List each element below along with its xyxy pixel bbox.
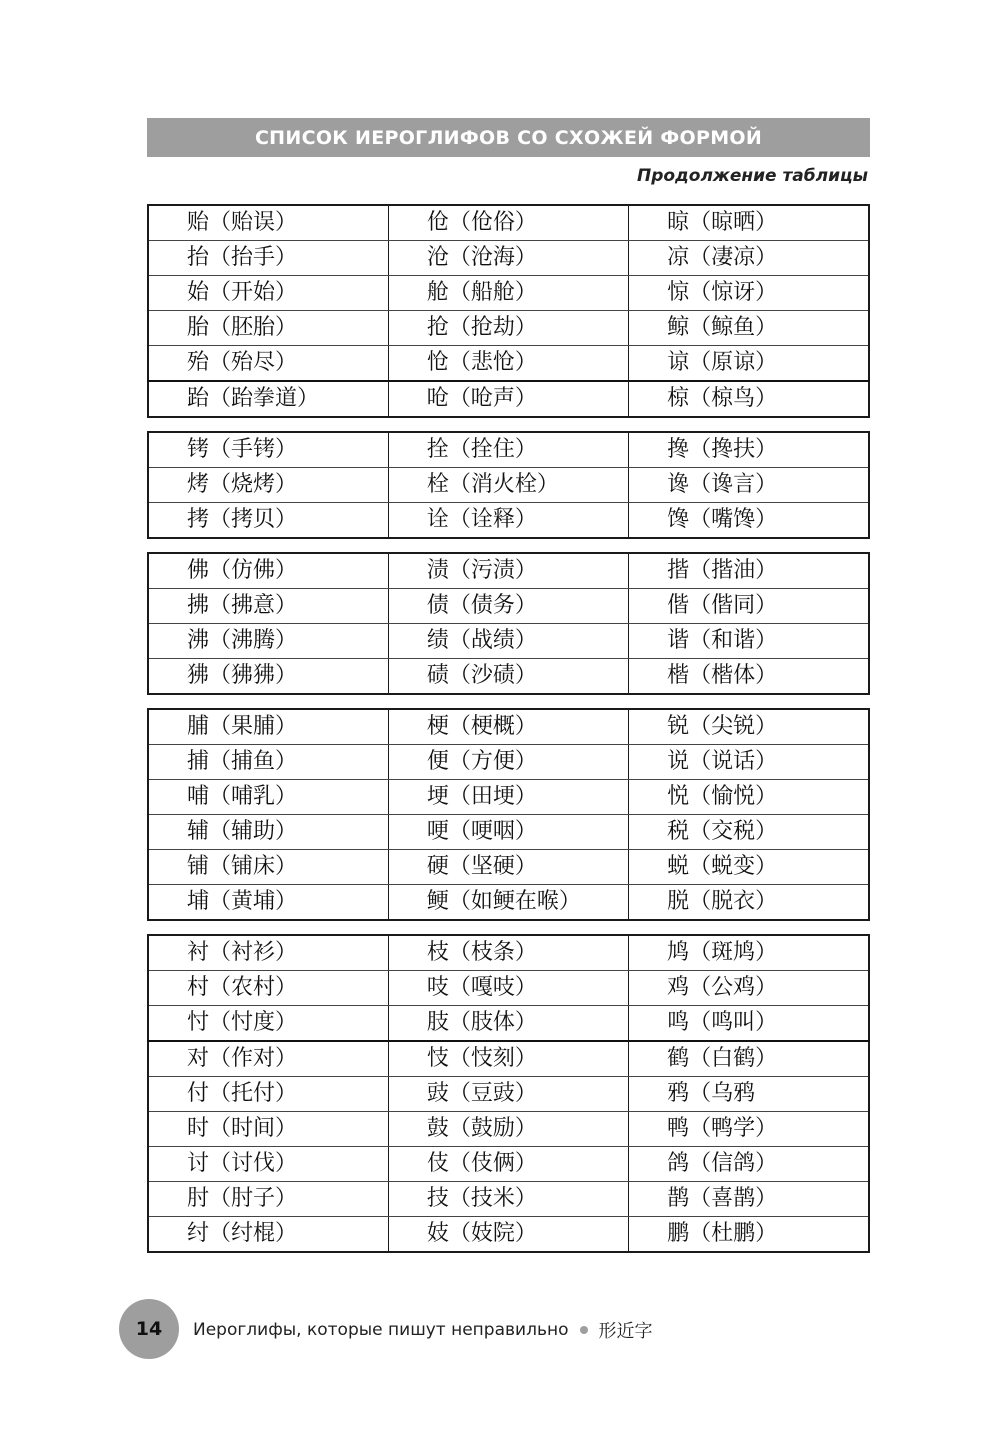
table-cell: 埂（田埂） xyxy=(388,780,628,815)
table-cell: 便（方便） xyxy=(388,745,628,780)
table-cell: 凉（凄凉） xyxy=(629,241,869,276)
table-cell: 鹤（白鹤） xyxy=(629,1041,869,1077)
table-row xyxy=(148,745,869,780)
table-cell: 揩（揩油） xyxy=(629,553,869,589)
footer-hanzi: 形近字 xyxy=(598,1321,653,1342)
page-number-badge xyxy=(119,1299,179,1359)
character-table xyxy=(147,204,870,1266)
table-cell: 沧（沧海） xyxy=(388,241,628,276)
table-cell: 伎（伎俩） xyxy=(388,1147,628,1182)
table-cell: 拷（拷贝） xyxy=(148,503,388,539)
table-cell: 鸦（乌鸦 xyxy=(629,1077,869,1112)
table-cell: 对（作对） xyxy=(148,1041,388,1077)
running-footer xyxy=(193,1317,652,1343)
table-cell: 惊（惊讶） xyxy=(629,276,869,311)
bullet-icon xyxy=(580,1326,588,1334)
table-row xyxy=(148,589,869,624)
table-cell: 梗（梗概） xyxy=(388,709,628,745)
table-cell: 鹊（喜鹊） xyxy=(629,1182,869,1217)
section-title: СПИСОК ИЕРОГЛИФОВ СО СХОЖЕЙ ФОРМОЙ xyxy=(254,126,763,149)
table-cell: 抢（抢劫） xyxy=(388,311,628,346)
table-cell: 偕（偕同） xyxy=(629,589,869,624)
table-continuation-note: Продолжение таблицы xyxy=(636,166,868,186)
table-group xyxy=(147,934,870,1253)
table-row xyxy=(148,276,869,311)
table-cell: 哺（哺乳） xyxy=(148,780,388,815)
table-cell: 呛（呛声） xyxy=(388,381,628,417)
table-row xyxy=(148,1147,869,1182)
table-cell: 吱（嘎吱） xyxy=(388,971,628,1006)
table-cell: 渍（污渍） xyxy=(388,553,628,589)
table-row xyxy=(148,1077,869,1112)
table-cell: 怆（悲怆） xyxy=(388,346,628,382)
table-cell: 锐（尖锐） xyxy=(629,709,869,745)
table-cell: 鸡（公鸡） xyxy=(629,971,869,1006)
table-cell: 辅（辅助） xyxy=(148,815,388,850)
table-cell: 付（托付） xyxy=(148,1077,388,1112)
table-cell: 馋（嘴馋） xyxy=(629,503,869,539)
table-row xyxy=(148,311,869,346)
table-cell: 鼓（鼓励） xyxy=(388,1112,628,1147)
table-cell: 悦（愉悦） xyxy=(629,780,869,815)
table-cell: 碛（沙碛） xyxy=(388,659,628,695)
table-cell: 脱（脱衣） xyxy=(629,885,869,921)
table-row xyxy=(148,709,869,745)
table-cell: 讨（讨伐） xyxy=(148,1147,388,1182)
table-cell: 佛（仿佛） xyxy=(148,553,388,589)
table-cell: 狒（狒狒） xyxy=(148,659,388,695)
table-row xyxy=(148,659,869,695)
table-cell: 税（交税） xyxy=(629,815,869,850)
table-cell: 伧（伧俗） xyxy=(388,205,628,241)
page-number: 14 xyxy=(135,1318,163,1340)
footer-title: Иероглифы, которые пишут неправильно xyxy=(193,1320,569,1340)
table-cell: 鸠（斑鸠） xyxy=(629,935,869,971)
table-row xyxy=(148,971,869,1006)
table-cell: 脯（果脯） xyxy=(148,709,388,745)
table-cell: 谗（谗言） xyxy=(629,468,869,503)
table-cell: 谅（原谅） xyxy=(629,346,869,382)
table-row xyxy=(148,503,869,539)
table-cell: 枝（枝条） xyxy=(388,935,628,971)
table-cell: 债（债务） xyxy=(388,589,628,624)
table-cell: 贻（贻误） xyxy=(148,205,388,241)
table-cell: 诠（诠释） xyxy=(388,503,628,539)
table-cell: 胎（胚胎） xyxy=(148,311,388,346)
table-cell: 谐（和谐） xyxy=(629,624,869,659)
table-row xyxy=(148,432,869,468)
table-cell: 椋（椋鸟） xyxy=(629,381,869,417)
table-cell: 绩（战绩） xyxy=(388,624,628,659)
table-row xyxy=(148,346,869,382)
table-row xyxy=(148,1006,869,1042)
table-cell: 鲸（鲸鱼） xyxy=(629,311,869,346)
table-row xyxy=(148,935,869,971)
table-cell: 哽（哽咽） xyxy=(388,815,628,850)
table-cell: 硬（坚硬） xyxy=(388,850,628,885)
table-cell: 铺（铺床） xyxy=(148,850,388,885)
table-row xyxy=(148,468,869,503)
table-cell: 舱（船舱） xyxy=(388,276,628,311)
table-group xyxy=(147,708,870,921)
table-cell: 晾（晾晒） xyxy=(629,205,869,241)
table-cell: 纣（纣棍） xyxy=(148,1217,388,1253)
table-cell: 铐（手铐） xyxy=(148,432,388,468)
table-row xyxy=(148,1217,869,1253)
table-cell: 始（开始） xyxy=(148,276,388,311)
table-row xyxy=(148,1112,869,1147)
table-row xyxy=(148,1041,869,1077)
table-cell: 沸（沸腾） xyxy=(148,624,388,659)
table-cell: 拴（拴住） xyxy=(388,432,628,468)
table-row xyxy=(148,815,869,850)
table-cell: 说（说话） xyxy=(629,745,869,780)
table-cell: 技（技米） xyxy=(388,1182,628,1217)
table-cell: 拂（拂意） xyxy=(148,589,388,624)
table-group xyxy=(147,431,870,539)
table-row xyxy=(148,241,869,276)
table-cell: 抬（抬手） xyxy=(148,241,388,276)
table-cell: 妓（妓院） xyxy=(388,1217,628,1253)
table-row xyxy=(148,205,869,241)
table-cell: 肘（肘子） xyxy=(148,1182,388,1217)
table-group xyxy=(147,204,870,418)
table-cell: 捕（捕鱼） xyxy=(148,745,388,780)
table-cell: 鸽（信鸽） xyxy=(629,1147,869,1182)
section-header xyxy=(147,118,870,157)
table-cell: 埔（黄埔） xyxy=(148,885,388,921)
table-row xyxy=(148,780,869,815)
table-cell: 楷（楷体） xyxy=(629,659,869,695)
table-cell: 鲠（如鲠在喉） xyxy=(388,885,628,921)
table-cell: 衬（衬衫） xyxy=(148,935,388,971)
table-cell: 蜕（蜕变） xyxy=(629,850,869,885)
table-row xyxy=(148,553,869,589)
table-cell: 栓（消火栓） xyxy=(388,468,628,503)
table-cell: 豉（豆豉） xyxy=(388,1077,628,1112)
table-cell: 时（时间） xyxy=(148,1112,388,1147)
table-row xyxy=(148,1182,869,1217)
table-cell: 鸭（鸭学） xyxy=(629,1112,869,1147)
table-cell: 肢（肢体） xyxy=(388,1006,628,1042)
table-row xyxy=(148,885,869,921)
table-row xyxy=(148,624,869,659)
table-row xyxy=(148,381,869,417)
table-cell: 忖（忖度） xyxy=(148,1006,388,1042)
table-cell: 鹏（杜鹏） xyxy=(629,1217,869,1253)
table-row xyxy=(148,850,869,885)
table-cell: 忮（忮刻） xyxy=(388,1041,628,1077)
table-cell: 烤（烧烤） xyxy=(148,468,388,503)
table-cell: 殆（殆尽） xyxy=(148,346,388,382)
table-cell: 搀（搀扶） xyxy=(629,432,869,468)
table-group xyxy=(147,552,870,695)
table-cell: 鸣（鸣叫） xyxy=(629,1006,869,1042)
table-cell: 村（农村） xyxy=(148,971,388,1006)
table-cell: 跆（跆拳道） xyxy=(148,381,388,417)
